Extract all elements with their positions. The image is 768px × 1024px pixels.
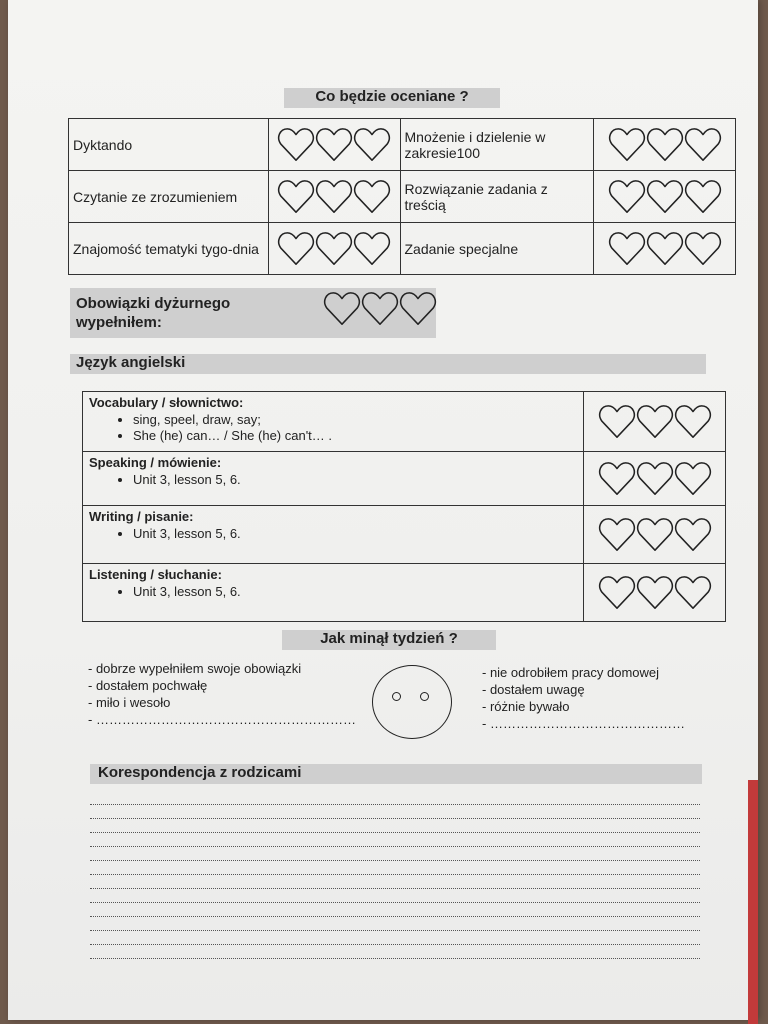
heart-icon[interactable] [636,403,674,441]
english-row [83,506,726,564]
week-heading [282,630,496,650]
heart-icon[interactable] [277,230,315,268]
heart-icon[interactable] [684,126,722,164]
heart-icon[interactable] [636,460,674,498]
heart-icon[interactable] [315,230,353,268]
evaluation-row [69,223,736,275]
writing-line[interactable] [90,874,700,875]
english-skill-cell [83,564,584,622]
writing-line[interactable] [90,818,700,819]
english-skill-item: • Unit 3, lesson 5, 6. [133,472,577,488]
rating-hearts[interactable] [584,564,726,622]
week-option: - dobrze wypełniłem swoje obowiązki [88,661,302,676]
writing-line[interactable] [90,958,700,959]
rating-hearts[interactable] [594,223,736,275]
correspondence-heading [90,764,702,784]
week-option: - miło i wesoło [88,695,171,710]
heart-icon[interactable] [315,126,353,164]
heart-icon[interactable] [598,516,636,554]
heart-icon[interactable] [315,178,353,216]
heart-icon[interactable] [598,403,636,441]
english-skill-title: Speaking / mówienie: [89,455,222,470]
week-option: - nie odrobiłem pracy domowej [482,665,660,680]
writing-line[interactable] [90,846,700,847]
english-skill-list [89,472,577,488]
english-skill-title: Writing / pisanie: [89,509,194,524]
evaluation-subject: Rozwiązanie zadania z treścią [400,171,594,223]
evaluation-heading [284,88,500,108]
heart-icon[interactable] [674,460,712,498]
heart-icon[interactable] [674,403,712,441]
rating-hearts[interactable] [594,119,736,171]
heart-icon[interactable] [674,574,712,612]
english-skill-item: • Unit 3, lesson 5, 6. [133,584,577,600]
english-row [83,392,726,452]
evaluation-table [68,118,736,275]
week-positive-list [88,660,356,728]
heart-icon[interactable] [646,126,684,164]
english-skill-list [89,526,577,542]
week-option: - dostałem pochwałę [88,678,208,693]
english-row [83,452,726,506]
week-negative-list [482,664,685,732]
heart-icon[interactable] [353,178,391,216]
english-heading-text: Język angielski [76,354,186,371]
writing-line[interactable] [90,804,700,805]
heart-icon[interactable] [636,516,674,554]
writing-line[interactable] [90,944,700,945]
english-skill-title: Vocabulary / słownictwo: [89,395,244,410]
writing-line[interactable] [90,902,700,903]
english-skill-item: • Unit 3, lesson 5, 6. [133,526,577,542]
evaluation-subject: Dyktando [69,119,269,171]
writing-line[interactable] [90,832,700,833]
evaluation-subject: Mnożenie i dzielenie w zakresie100 [400,119,594,171]
rating-hearts[interactable] [268,171,400,223]
rating-hearts[interactable] [268,119,400,171]
english-table [82,391,726,622]
heart-icon[interactable] [353,230,391,268]
face-eye-icon [392,692,401,701]
rating-hearts[interactable] [318,290,442,336]
week-option: - dostałem uwagę [482,682,585,697]
english-skill-item: • sing, speel, draw, say; [133,412,577,428]
english-skill-cell [83,392,584,452]
english-skill-title: Listening / słuchanie: [89,567,222,582]
week-option: - różnie bywało [482,699,570,714]
rating-hearts[interactable] [584,506,726,564]
english-skill-cell [83,506,584,564]
english-skill-list [89,412,577,444]
english-skill-list [89,584,577,600]
heart-icon[interactable] [277,178,315,216]
evaluation-heading-text: Co będzie oceniane ? [315,88,469,105]
week-option-blank[interactable]: - ……………………………………… [482,716,685,731]
rating-hearts[interactable] [584,452,726,506]
english-skill-item: • She (he) can… / She (he) can't… . [133,428,577,444]
duty-label: Obowiązki dyżurnego wypełniłem: [76,295,231,331]
red-folder-edge [748,780,758,1024]
rating-hearts[interactable] [584,392,726,452]
heart-icon[interactable] [323,290,361,328]
heart-icon[interactable] [361,290,399,328]
heart-icon[interactable] [399,290,437,328]
heart-icon[interactable] [636,574,674,612]
english-heading [70,354,706,374]
heart-icon[interactable] [598,574,636,612]
heart-icon[interactable] [646,178,684,216]
correspondence-heading-text: Korespondencja z rodzicami [98,764,302,781]
heart-icon[interactable] [608,126,646,164]
face-eye-icon [420,692,429,701]
rating-hearts[interactable] [594,171,736,223]
evaluation-subject: Znajomość tematyki tygo-dnia [69,223,269,275]
evaluation-subject: Czytanie ze zrozumieniem [69,171,269,223]
duty-band [70,288,436,338]
rating-hearts[interactable] [268,223,400,275]
english-row [83,564,726,622]
heart-icon[interactable] [608,178,646,216]
heart-icon[interactable] [608,230,646,268]
heart-icon[interactable] [646,230,684,268]
writing-line[interactable] [90,930,700,931]
week-option-blank[interactable]: - …………………………………………………… [88,712,356,727]
writing-line[interactable] [90,888,700,889]
heart-icon[interactable] [598,460,636,498]
writing-line[interactable] [90,860,700,861]
writing-line[interactable] [90,916,700,917]
english-skill-cell [83,452,584,506]
heart-icon[interactable] [684,178,722,216]
evaluation-subject: Zadanie specjalne [400,223,594,275]
heart-icon[interactable] [684,230,722,268]
heart-icon[interactable] [353,126,391,164]
worksheet-page [8,0,758,1020]
heart-icon[interactable] [277,126,315,164]
mood-face[interactable] [372,665,452,739]
evaluation-row [69,119,736,171]
evaluation-row [69,171,736,223]
week-heading-text: Jak minął tydzień ? [320,630,458,647]
heart-icon[interactable] [674,516,712,554]
